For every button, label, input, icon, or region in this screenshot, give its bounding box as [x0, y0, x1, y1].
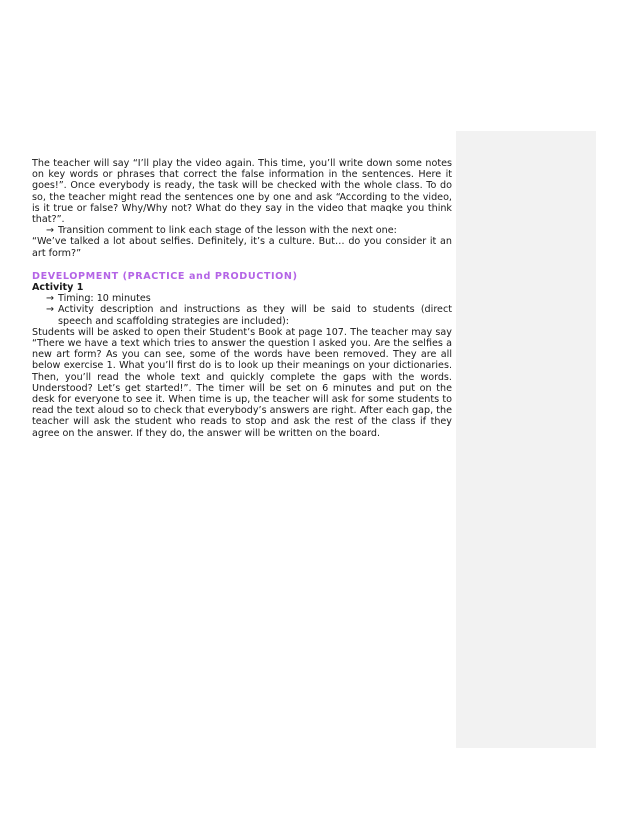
transition-comment	[32, 225, 452, 236]
arrow-icon: →	[46, 225, 55, 237]
list-item-text: Activity description and instructions as they will be said to students (direct speech and scaffolding strategies are included):	[58, 304, 452, 327]
activity-title: Activity 1	[32, 282, 84, 294]
paragraph-activity-description: Students will be asked to open their Student’s Book at page 107. The teacher may say “There we have a text which tries to answer the question I asked you. Are the selfies a new art form? As you can see, some of the words have been removed. They are all below exercise 1. What you’ll first do is to look up their meanings on your dictionaries. Then, you’ll read the whole text and quickly complete the gaps with the words. Understood? Let’s get started!”. The timer will be set on 6 minutes and put on the desk for everyone to see it. When time is up, the teacher will ask for some students to read the text aloud so to check that everybody’s answers are right. After each gap, the teacher will ask the student who reads to stop and ask the rest of the class if they agree on the answer. If they do, the answer will be written on the board.	[32, 326, 452, 439]
arrow-icon: →	[46, 293, 55, 305]
section-heading: DEVELOPMENT (PRACTICE and PRODUCTION)	[32, 270, 298, 282]
list-item	[32, 293, 452, 304]
document-body	[32, 158, 452, 439]
comment-pane	[456, 131, 596, 748]
transition-comment-label: Transition comment to link each stage of the lesson with the next one:	[58, 225, 397, 237]
arrow-icon: →	[46, 304, 55, 316]
list-item	[32, 304, 452, 326]
paragraph-video-review: The teacher will say “I’ll play the video again. This time, you’ll write down some notes on key words or phrases that correct the false information in the sentences. Here it goes!”. Once everybody is ready, the task will be checked with the whole class. To do so, the teacher might read the sentences one by one and ask “According to the video, is it true or false? Why/Why not? What do they say in the video that maqke you think that?”.	[32, 158, 452, 226]
list-item-text: Timing: 10 minutes	[58, 293, 151, 305]
transition-quote: “We’ve talked a lot about selfies. Definitely, it’s a culture. But… do you consider it an art form?”	[32, 236, 452, 259]
